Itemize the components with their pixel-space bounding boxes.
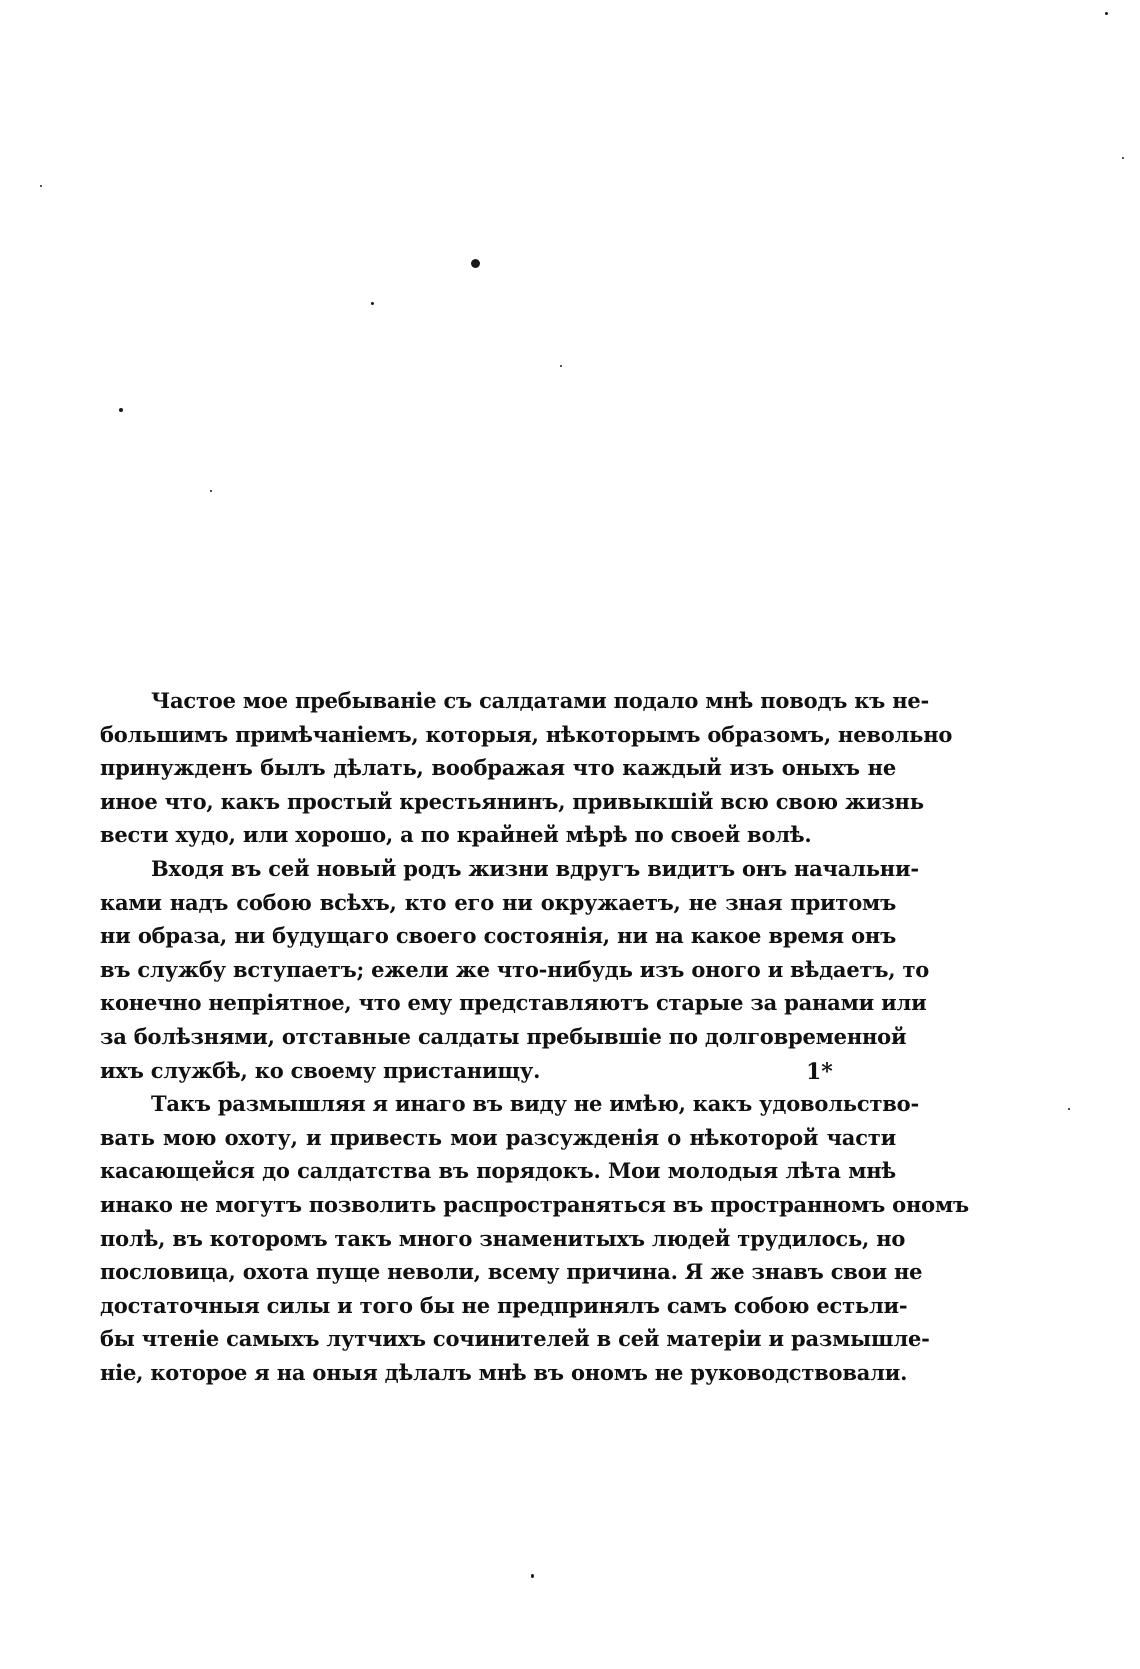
text-line: большимъ примѣчанiемъ, которыя, нѣкоторымъ образомъ, невольно <box>100 721 953 747</box>
paragraph <box>100 1087 969 1389</box>
text-line: нiе, которое я на оныя дѣлалъ мнѣ въ ономъ не руководствовали. <box>100 1359 908 1385</box>
signature-mark: 1* <box>806 1059 833 1085</box>
text-line: ихъ службѣ, ко своему пристанищу. <box>100 1057 541 1083</box>
ink-speck <box>531 1574 534 1578</box>
paragraph <box>100 852 930 1087</box>
text-line: достаточныя силы и того бы не предпринялъ самъ собою естьли- <box>100 1292 908 1318</box>
ink-speck <box>119 408 123 412</box>
text-line: Частое мое пребыванiе съ салдатами подало мнѣ поводъ къ не- <box>151 688 930 713</box>
text-line: Такъ размышляя я инаго въ виду не имѣю, какъ удовольство- <box>151 1091 919 1117</box>
text-line: касающейся до салдатства въ порядокъ. Мои молодыя лѣта мнѣ <box>100 1158 896 1184</box>
text-line: бы чтенiе самыхъ лутчихъ сочинителей в сей матерiи и размышле- <box>100 1326 930 1352</box>
paragraph <box>100 684 953 852</box>
ink-speck <box>371 302 374 305</box>
text-line: Входя въ сей новый родъ жизни вдругъ видитъ онъ начальни- <box>151 855 919 881</box>
ink-speck <box>560 365 562 367</box>
text-line: вать мою охоту, и привесть мои разсужденiя о нѣкоторой части <box>100 1124 896 1150</box>
text-line: конечно непрiятное, что ему представляютъ старые за ранами или <box>100 990 927 1016</box>
text-line: инако не могутъ позволить распространяться въ пространномъ ономъ <box>100 1191 969 1217</box>
ink-speck <box>471 259 480 268</box>
ink-speck <box>1105 12 1108 15</box>
text-line: полѣ, въ которомъ такъ много знаменитыхъ людей трудилось, но <box>100 1225 906 1251</box>
text-line: пословица, охота пуще неволи, всему причина. Я же знавъ свои не <box>100 1259 923 1285</box>
text-line: за болѣзнями, отставные салдаты пребывшiе по долговременной <box>100 1023 907 1049</box>
text-line: ками надъ собою всѣхъ, кто его ни окружаетъ, не зная притомъ <box>100 889 896 915</box>
ink-speck <box>1068 1108 1070 1110</box>
ink-speck <box>40 185 42 187</box>
ink-speck <box>210 490 212 492</box>
text-line: вести худо, или хорошо, а по крайней мѣрѣ по своей волѣ. <box>100 822 812 848</box>
text-line: въ службу вступаетъ; ежели же что-нибудь изъ оного и вѣдаетъ, то <box>100 956 930 982</box>
ink-speck <box>1122 157 1124 159</box>
text-line: принужденъ былъ дѣлать, воображая что каждый изъ оныхъ не <box>100 755 896 781</box>
text-line: ни образа, ни будущаго своего состоянiя, ни на какое время онъ <box>100 923 896 949</box>
body-text <box>100 684 969 1389</box>
text-line: иное что, какъ простый крестьянинъ, привыкшiй всю свою жизнь <box>100 788 924 814</box>
